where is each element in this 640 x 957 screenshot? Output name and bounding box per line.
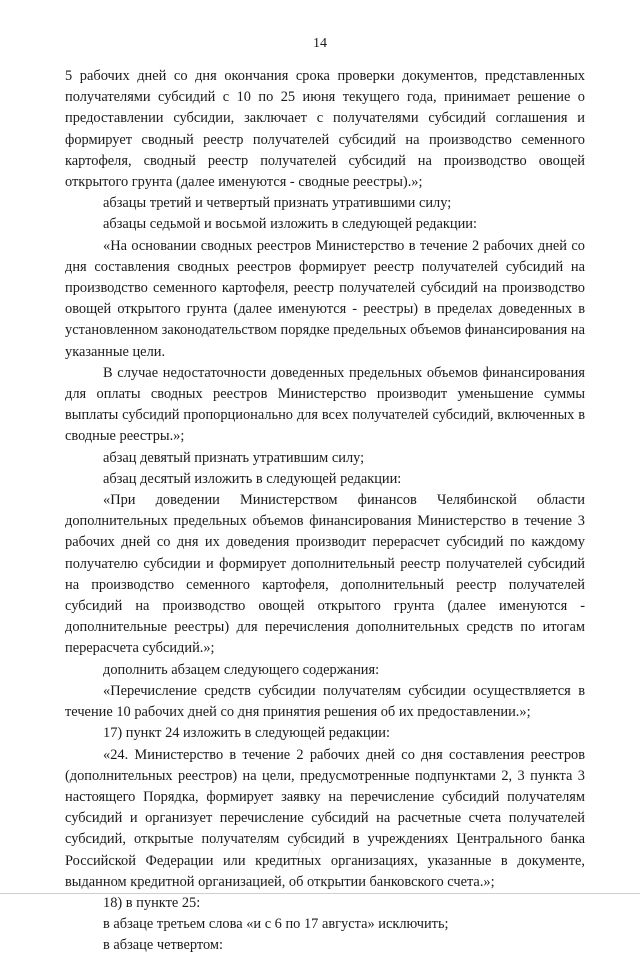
paragraph-quote: В случае недостаточности доведенных предельных объемов финансирования для оплаты сводных реестров Министерство производит уменьшение суммы выплаты субсидий пропорционально для всех получателей субсидий, включенных в сводные реестры.»; xyxy=(65,364,585,445)
faint-stamp-mark xyxy=(290,826,330,862)
paragraph-quote: «При доведении Министерством финансов Челябинской области дополнительных предельных объемов финансирования Министерство в течение 3 рабочих дней со дня их доведения производит перерасчет субсидий по каждому получателю субсидии и формирует дополнительный реестр получателей субсидий на производство семенного картофеля, дополнительный реестр получателей субсидий на производство овощей открытого грунта (далее именуются - дополнительные реестры) для перечисления дополнительных средств по итогам перерасчета субсидий.»; xyxy=(65,492,585,657)
page-number: 14 xyxy=(313,36,327,51)
paragraph-continuation: 5 рабочих дней со дня окончания срока проверки документов, представленных получателями субсидий с 10 по 25 июня текущего года, принимает решение о предоставлении субсидии, заключает с получателями субсидий соглашения и формирует сводный реестр получателей субсидий на производство семенного картофеля, сводный реестр получателей субсидий на производство овощей открытого грунта (далее именуются - сводные реестры).»; xyxy=(65,68,585,191)
paragraph-amendment: абзац десятый изложить в следующей редакции: xyxy=(103,470,402,487)
paragraph-amendment: в абзаце третьем слова «и с 6 по 17 августа» исключить; xyxy=(103,916,449,933)
paragraph-amendment: дополнить абзацем следующего содержания: xyxy=(103,661,380,678)
document-body xyxy=(65,66,585,957)
paragraph-amendment: абзац девятый признать утратившим силу; xyxy=(103,449,365,466)
paragraph-item: 17) пункт 24 изложить в следующей редакции: xyxy=(103,725,390,742)
paragraph-quote: «На основании сводных реестров Министерство в течение 2 рабочих дней со дня составления сводных реестров формирует реестр получателей субсидий на производство семенного картофеля, реестр получателей субсидий на производство овощей открытого грунта (далее именуются - реестры) в пределах доведенных в установленном законодательством порядке предельных объемов финансирования на указанные цели. xyxy=(65,237,585,360)
paragraph-quote: «24. Министерство в течение 2 рабочих дней со дня составления реестров (дополнительных реестров) на цели, предусмотренные подпунктами 2, 3 пункта 3 настоящего Порядка, формирует заявку на перечисление субсидий получателям субсидий и организует перечисление субсидий на расчетные счета получателей субсидий, открытые получателям субсидий в учреждениях Центрального банка Российской Федерации или кредитных организациях, указанные в документе, выданном кредитной организацией, об открытии банковского счета.»; xyxy=(65,746,585,890)
paragraph-amendment: абзацы третий и четвертый признать утратившими силу; xyxy=(103,195,452,212)
paragraph-item: 18) в пункте 25: xyxy=(103,894,201,911)
paragraph-amendment: абзацы седьмой и восьмой изложить в следующей редакции: xyxy=(103,216,477,233)
scan-edge-line xyxy=(0,893,640,894)
paragraph-amendment: в абзаце четвертом: xyxy=(103,937,224,954)
paragraph-quote: «Перечисление средств субсидии получателям субсидии осуществляется в течение 10 рабочих дней со дня принятия решения об их предоставлении.»; xyxy=(65,682,585,721)
